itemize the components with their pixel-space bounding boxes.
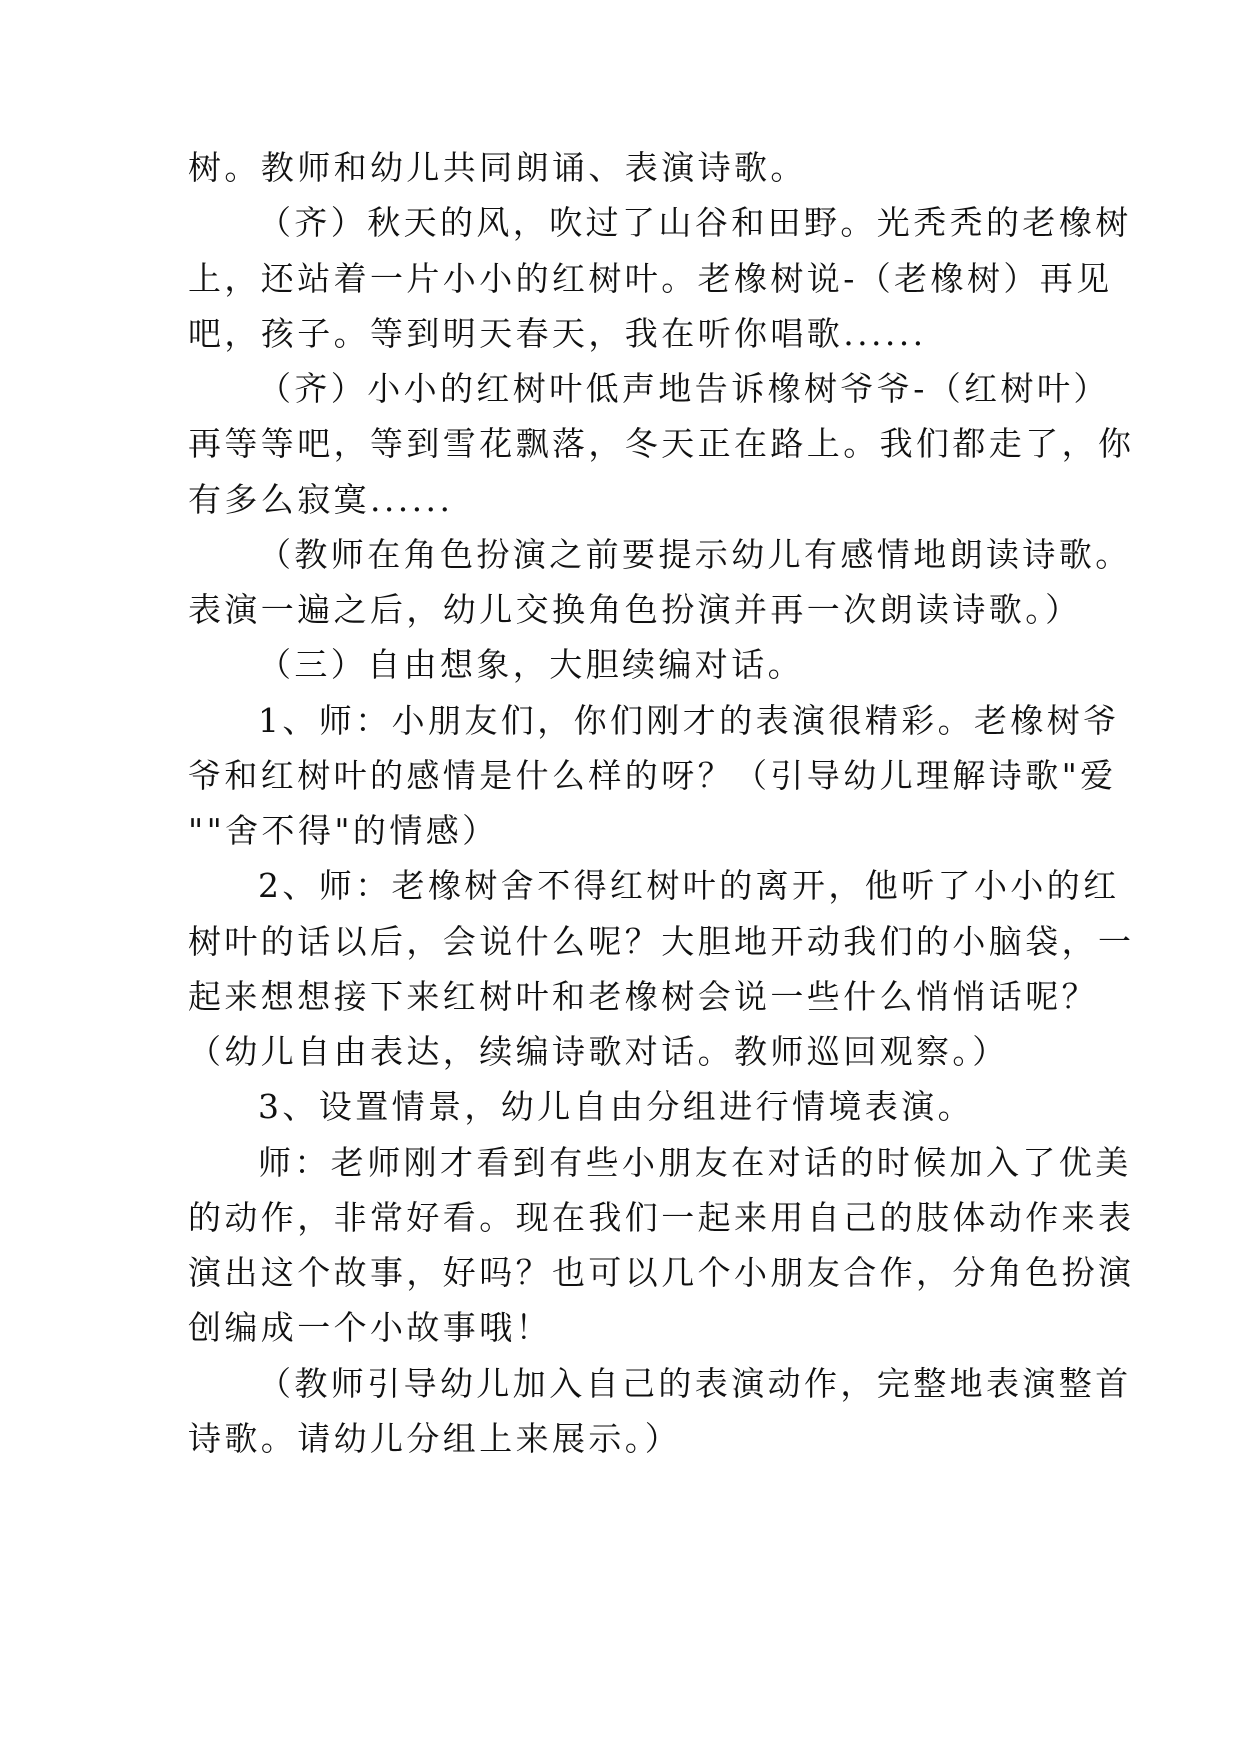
text-line: （齐）秋天的风，吹过了山谷和田野。光秃秃的老橡树 xyxy=(258,203,1132,242)
text-line: 起来想想接下来红树叶和老橡树会说一些什么悄悄话呢？ xyxy=(188,977,1098,1016)
text-line: 1、师：小朋友们，你们刚才的表演很精彩。老橡树爷 xyxy=(258,701,1120,740)
text-line: （幼儿自由表达，续编诗歌对话。教师巡回观察。） xyxy=(188,1032,1009,1071)
text-line: 上，还站着一片小小的红树叶。老橡树说-（老橡树）再见 xyxy=(188,259,1113,298)
text-line: 的动作，非常好看。现在我们一起来用自己的肢体动作来表 xyxy=(188,1198,1135,1237)
text-line: 创编成一个小故事哦！ xyxy=(188,1308,552,1347)
text-line: 树。教师和幼儿共同朗诵、表演诗歌。 xyxy=(188,148,807,187)
text-line: 有多么寂寞...... xyxy=(188,480,454,519)
text-line: 师：老师刚才看到有些小朋友在对话的时候加入了优美 xyxy=(258,1143,1132,1182)
text-line: ""舍不得"的情感） xyxy=(188,811,499,850)
section-heading: （三）自由想象，大胆续编对话。 xyxy=(258,645,804,684)
text-line: 吧，孩子。等到明天春天，我在听你唱歌...... xyxy=(188,314,927,353)
text-line: 再等等吧，等到雪花飘落，冬天正在路上。我们都走了，你 xyxy=(188,424,1135,463)
text-line: 诗歌。请幼儿分组上来展示。） xyxy=(188,1419,682,1458)
text-line: 3、设置情景，幼儿自由分组进行情境表演。 xyxy=(258,1087,974,1126)
text-line: 爷和红树叶的感情是什么样的呀？（引导幼儿理解诗歌"爱 xyxy=(188,756,1117,795)
text-line: 表演一遍之后，幼儿交换角色扮演并再一次朗读诗歌。） xyxy=(188,590,1082,629)
text-line: （教师引导幼儿加入自己的表演动作，完整地表演整首 xyxy=(258,1364,1132,1403)
text-line: 2、师：老橡树舍不得红树叶的离开，他听了小小的红 xyxy=(258,866,1120,905)
text-line: （教师在角色扮演之前要提示幼儿有感情地朗读诗歌。 xyxy=(258,535,1132,574)
text-line: （齐）小小的红树叶低声地告诉橡树爷爷-（红树叶） xyxy=(258,369,1110,408)
text-line: 演出这个故事，好吗？也可以几个小朋友合作，分角色扮演 xyxy=(188,1253,1135,1292)
text-line: 树叶的话以后，会说什么呢？大胆地开动我们的小脑袋，一 xyxy=(188,922,1135,961)
